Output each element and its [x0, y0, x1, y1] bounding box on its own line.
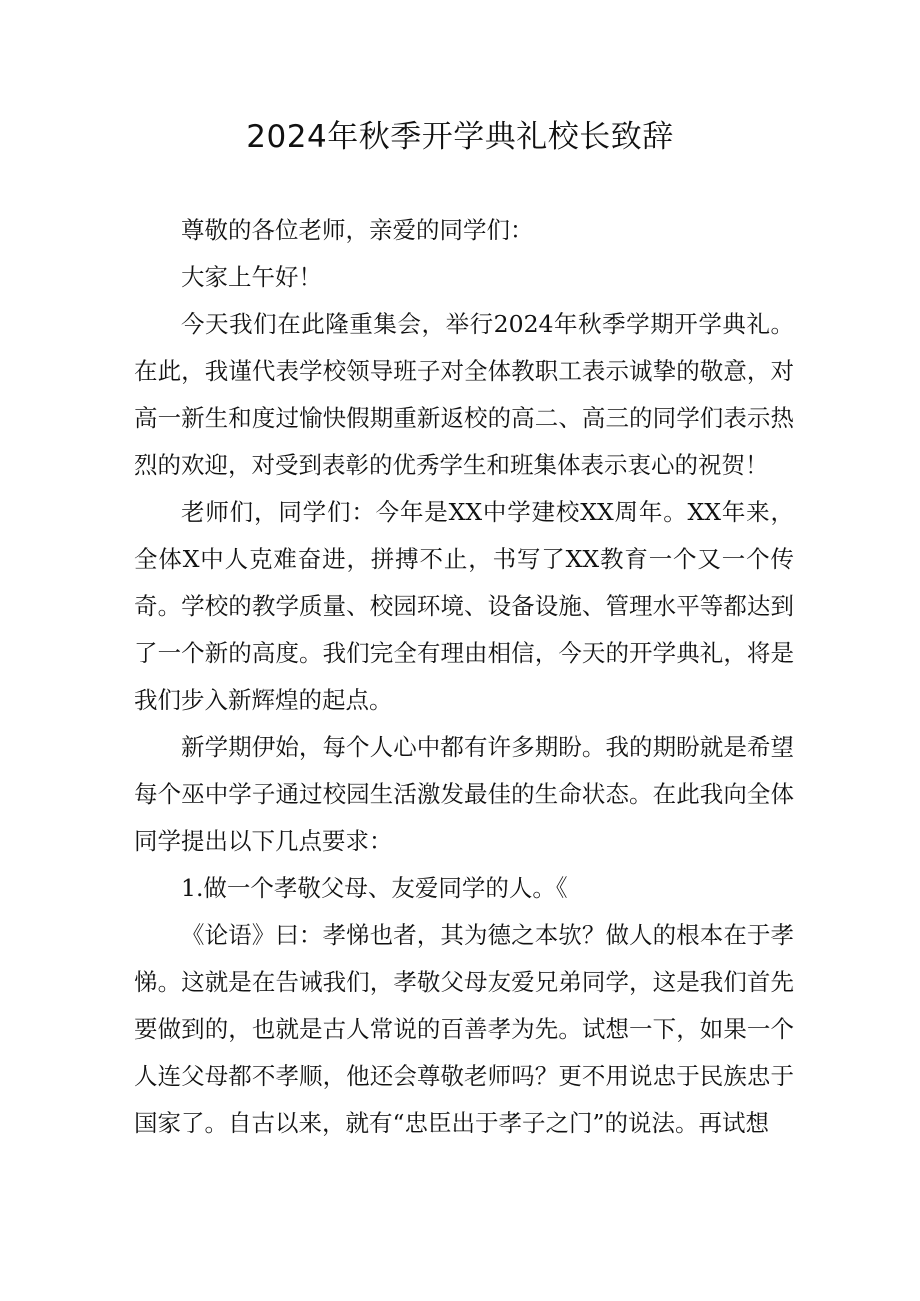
paragraph-anniversary: 老师们，同学们：今年是XX中学建校XX周年。XX年来，全体X中人克难奋进，拼搏不止，书写了XX教育一个又一个传奇。学校的教学质量、校园环境、设备设施、管理水平等都达到了一个新的高度。我们完全有理由相信，今天的开学典礼，将是我们步入新辉煌的起点。 [134, 498, 794, 714]
paragraph-requirement-1: 1.做一个孝敬父母、友爱同学的人。《 [181, 874, 568, 902]
paragraph-salutation: 尊敬的各位老师，亲爱的同学们： [181, 216, 534, 244]
document-body [134, 207, 794, 1147]
paragraph-welcome: 今天我们在此隆重集会，举行2024年秋季学期开学典礼。在此，我谨代表学校领导班子对全体教职工表示诚挚的敬意，对高一新生和度过愉快假期重新返校的高二、高三的同学们表示热烈的欢迎，对受到表彰的优秀学生和班集体表示衷心的祝贺！ [134, 310, 794, 479]
paragraph-filial-piety: 《论语》曰：孝悌也者，其为德之本欤？做人的根本在于孝悌。这就是在告诫我们，孝敬父母友爱兄弟同学，这是我们首先要做到的，也就是古人常说的百善孝为先。试想一下，如果一个人连父母都不孝顺，他还会尊敬老师吗？更不用说忠于民族忠于国家了。自古以来，就有“忠臣出于孝子之门”的说法。再试想 [134, 921, 794, 1137]
paragraph-greeting: 大家上午好！ [181, 263, 322, 291]
paragraph-expectations: 新学期伊始，每个人心中都有许多期盼。我的期盼就是希望每个巫中学子通过校园生活激发最佳的生命状态。在此我向全体同学提出以下几点要求： [134, 733, 794, 855]
document-title: 2024年秋季开学典礼校长致辞 [246, 119, 674, 155]
